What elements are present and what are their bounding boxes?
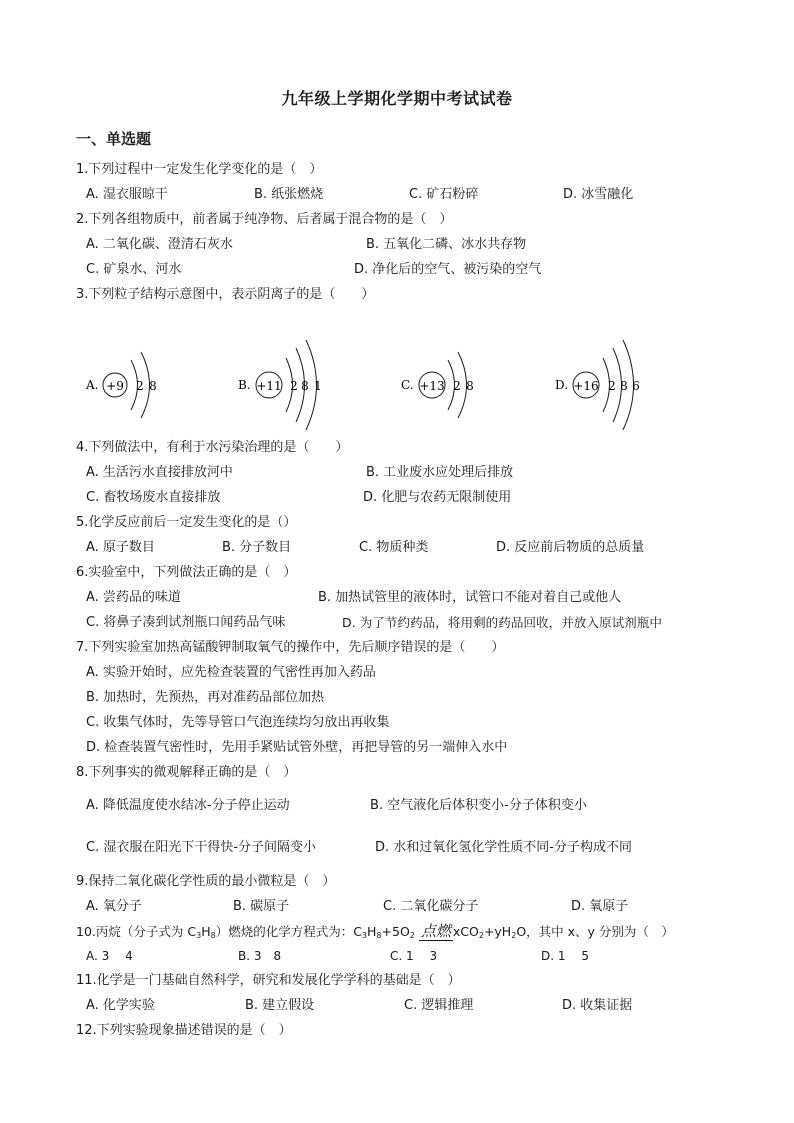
- q2-option-d[interactable]: D. 净化后的空气、被污染的空气: [354, 262, 542, 277]
- q2-option-b[interactable]: B. 五氧化二磷、冰水共存物: [366, 237, 527, 252]
- q7-option-c[interactable]: C. 收集气体时，先等导管口气泡连续均匀放出再收集: [86, 715, 390, 730]
- diagram-b-label: B.: [238, 378, 251, 392]
- q9-option-c[interactable]: C. 二氧化碳分子: [383, 899, 479, 914]
- diagram-b-shell-2-electrons: 8: [301, 379, 309, 393]
- diagram-a-nucleus-charge: +9: [106, 379, 124, 393]
- diagram-d[interactable]: [555, 340, 640, 430]
- diagram-a[interactable]: [85, 352, 157, 418]
- q1-option-a[interactable]: A. 湿衣服晾干: [86, 187, 168, 202]
- diagram-b-shell-3-electrons: 1: [314, 379, 322, 393]
- q7-option-b[interactable]: B. 加热时，先预热，再对准药品部位加热: [86, 690, 325, 705]
- question-2: 2.下列各组物质中，前者属于纯净物、后者属于混合物的是（ ）: [76, 212, 453, 227]
- q4-option-c[interactable]: C. 畜牧场废水直接排放: [86, 490, 221, 505]
- q9-option-b[interactable]: B. 碳原子: [233, 899, 290, 914]
- q5-option-a[interactable]: A. 原子数目: [86, 540, 155, 555]
- diagram-c-shell-2-electrons: 8: [466, 379, 474, 393]
- q6-option-d[interactable]: D. 为了节约药品，将用剩的药品回收，并放入原试剂瓶中: [342, 615, 662, 630]
- q11-option-a[interactable]: A. 化学实验: [86, 998, 155, 1013]
- q5-option-c[interactable]: C. 物质种类: [359, 540, 429, 555]
- question-3: 3.下列粒子结构示意图中，表示阴离子的是（ ）: [76, 287, 375, 302]
- q11-option-c[interactable]: C. 逻辑推理: [404, 998, 474, 1013]
- diagram-d-shell-3-electrons: 6: [632, 379, 640, 393]
- question-9: 9.保持二氧化碳化学性质的最小微粒是（ ）: [76, 874, 336, 889]
- q8-option-d[interactable]: D. 水和过氧化氢化学性质不同-分子构成不同: [375, 840, 632, 855]
- diagram-c-nucleus-charge: +13: [419, 379, 445, 393]
- diagram-d-shell-2-electrons: 8: [620, 379, 628, 393]
- q6-option-a[interactable]: A. 尝药品的味道: [86, 590, 181, 605]
- reaction-condition-ignite: 点燃: [420, 922, 451, 940]
- question-11: 11.化学是一门基础自然科学，研究和发展化学学科的基础是（ ）: [76, 973, 461, 988]
- q6-option-c[interactable]: C. 将鼻子凑到试剂瓶口闻药品气味: [86, 615, 286, 630]
- question-12: 12.下列实验现象描述错误的是（ ）: [76, 1023, 292, 1038]
- question-7: 7.下列实验室加热高锰酸钾制取氧气的操作中，先后顺序错误的是（ ）: [76, 640, 505, 655]
- question-1: 1.下列过程中一定发生化学变化的是（ ）: [76, 162, 323, 177]
- q1-option-b[interactable]: B. 纸张燃烧: [254, 187, 324, 202]
- q8-option-c[interactable]: C. 湿衣服在阳光下干得快-分子间隔变小: [86, 840, 317, 855]
- q9-option-a[interactable]: A. 氧分子: [86, 899, 142, 914]
- diagram-a-label: A.: [86, 378, 99, 392]
- diagram-b-shell-1-electrons: 2: [290, 379, 298, 393]
- atomic-structure-diagrams: [0, 338, 794, 438]
- q5-option-d[interactable]: D. 反应前后物质的总质量: [496, 540, 645, 555]
- question-4: 4.下列做法中，有利于水污染治理的是（ ）: [76, 440, 349, 455]
- diagram-c-label: C.: [401, 378, 414, 392]
- q4-option-b[interactable]: B. 工业废水应处理后排放: [366, 465, 514, 480]
- q10-option-a[interactable]: A. 3 4: [86, 949, 133, 963]
- diagram-b-nucleus-charge: +11: [256, 379, 282, 393]
- question-8: 8.下列事实的微观解释正确的是（ ）: [76, 765, 297, 780]
- q11-option-d[interactable]: D. 收集证据: [562, 998, 633, 1013]
- q4-option-a[interactable]: A. 生活污水直接排放河中: [86, 465, 233, 480]
- q2-option-a[interactable]: A. 二氧化碳、澄清石灰水: [86, 237, 233, 252]
- diagram-c[interactable]: [401, 352, 474, 418]
- q10-option-d[interactable]: D. 1 5: [541, 949, 589, 963]
- q10-option-c[interactable]: C. 1 3: [390, 949, 438, 963]
- question-5: 5.化学反应前后一定发生变化的是（）: [76, 515, 297, 530]
- q11-option-b[interactable]: B. 建立假设: [245, 998, 315, 1013]
- q4-option-d[interactable]: D. 化肥与农药无限制使用: [363, 490, 512, 505]
- diagram-b[interactable]: [238, 340, 322, 430]
- question-10: 10.丙烷（分子式为 $C_3H_8$）燃烧的化学方程式为：$C_3H_8+5O_2$ 点燃 $xCO_2+yH_2O$，其中 x、y 分别为（ ）: [76, 922, 674, 940]
- q2-option-c[interactable]: C. 矿泉水、河水: [86, 262, 182, 277]
- diagram-a-shell-1-electrons: 2: [136, 379, 144, 393]
- diagram-d-nucleus-charge: +16: [573, 379, 599, 393]
- q8-option-a[interactable]: A. 降低温度使水结冰-分子停止运动: [86, 798, 290, 813]
- diagram-c-shell-1-electrons: 2: [453, 379, 461, 393]
- diagram-d-shell-1-electrons: 2: [608, 379, 616, 393]
- q7-option-a[interactable]: A. 实验开始时，应先检查装置的气密性再加入药品: [86, 665, 376, 680]
- page-title: 九年级上学期化学期中考试试卷: [281, 89, 513, 108]
- q1-option-c[interactable]: C. 矿石粉碎: [409, 187, 479, 202]
- q8-option-b[interactable]: B. 空气液化后体积变小-分子体积变小: [370, 798, 587, 813]
- diagram-a-shell-2-electrons: 8: [149, 379, 157, 393]
- q5-option-b[interactable]: B. 分子数目: [222, 540, 292, 555]
- q7-option-d[interactable]: D. 检查装置气密性时，先用手紧贴试管外壁，再把导管的另一端伸入水中: [86, 740, 508, 755]
- diagram-d-label: D.: [555, 378, 569, 392]
- q10-option-b[interactable]: B. 3 8: [238, 949, 282, 963]
- q6-option-b[interactable]: B. 加热试管里的液体时，试管口不能对着自己或他人: [318, 590, 622, 605]
- q9-option-d[interactable]: D. 氧原子: [571, 899, 629, 914]
- question-6: 6.实验室中，下列做法正确的是（ ）: [76, 565, 297, 580]
- section-heading: 一、单选题: [76, 130, 152, 148]
- q1-option-d[interactable]: D. 冰雪融化: [563, 187, 634, 202]
